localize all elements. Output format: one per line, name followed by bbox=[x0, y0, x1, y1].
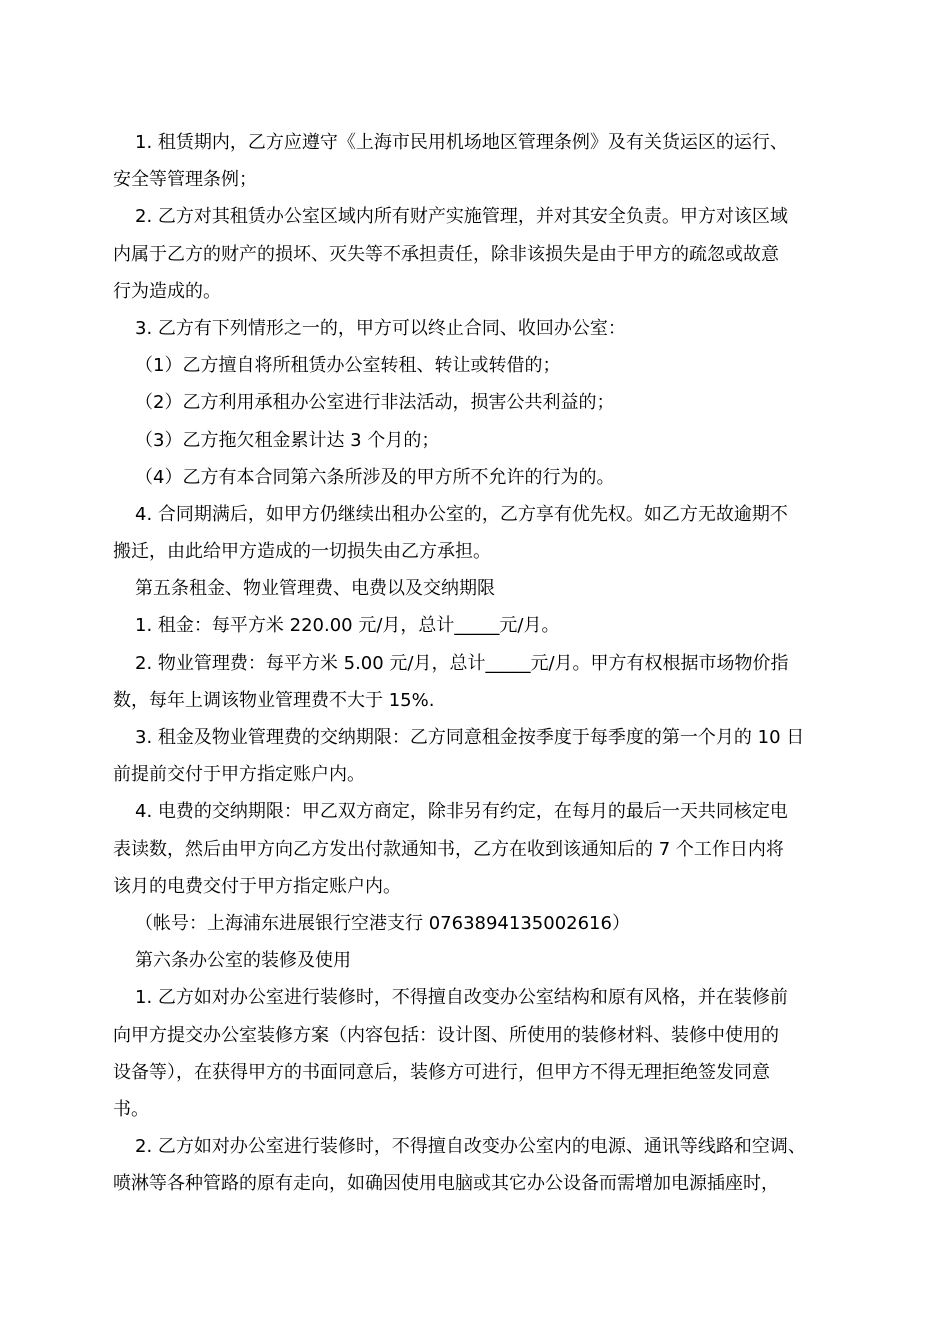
list-item: （2）乙方利用承租办公室进行非法活动，损害公共利益的； bbox=[135, 392, 615, 414]
paragraph-line: 内属于乙方的财产的损坏、灭失等不承担责任，除非该损失是由于甲方的疏忽或故意 bbox=[113, 243, 779, 265]
paragraph-line: 表读数，然后由甲方向乙方发出付款通知书，乙方在收到该通知后的 7 个工作日内将 bbox=[113, 838, 784, 860]
paragraph-line: 4. 合同期满后，如甲方仍继续出租办公室的，乙方享有优先权。如乙方无故逾期不 bbox=[135, 503, 788, 525]
section-heading: 第五条租金、物业管理费、电费以及交纳期限 bbox=[135, 578, 495, 600]
paragraph-line: 2. 物业管理费：每平方米 5.00 元/月，总计_____元/月。甲方有权根据市场物价指 bbox=[135, 652, 789, 674]
paragraph-line: 向甲方提交办公室装修方案（内容包括：设计图、所使用的装修材料、装修中使用的 bbox=[113, 1024, 779, 1046]
paragraph-line: 2. 乙方如对办公室进行装修时，不得擅自改变办公室内的电源、通讯等线路和空调、 bbox=[135, 1136, 806, 1158]
paragraph-line: 1. 租金：每平方米 220.00 元/月，总计_____元/月。 bbox=[135, 615, 560, 637]
list-item: （4）乙方有本合同第六条所涉及的甲方所不允许的行为的。 bbox=[135, 466, 615, 488]
paragraph-line: 前提前交付于甲方指定账户内。 bbox=[113, 764, 365, 786]
paragraph-line: 2. 乙方对其租赁办公室区域内所有财产实施管理，并对其安全负责。甲方对该区域 bbox=[135, 206, 788, 228]
paragraph-line: 该月的电费交付于甲方指定账户内。 bbox=[113, 875, 401, 897]
contract-text bbox=[113, 124, 838, 1202]
paragraph-line: 安全等管理条例； bbox=[113, 169, 257, 191]
paragraph-line: 设备等），在获得甲方的书面同意后，装修方可进行，但甲方不得无理拒绝签发同意 bbox=[113, 1061, 770, 1083]
paragraph-line: 数，每年上调该物业管理费不大于 15%. bbox=[113, 689, 435, 711]
paragraph-line: 1. 租赁期内，乙方应遵守《上海市民用机场地区管理条例》及有关货运区的运行、 bbox=[135, 132, 788, 153]
paragraph-line: 3. 乙方有下列情形之一的，甲方可以终止合同、收回办公室： bbox=[135, 317, 626, 339]
paragraph-line: 3. 租金及物业管理费的交纳期限：乙方同意租金按季度于每季度的第一个月的 10 日 bbox=[135, 727, 805, 748]
paragraph-line: 喷淋等各种管路的原有走向，如确因使用电脑或其它办公设备而需增加电源插座时， bbox=[113, 1173, 779, 1195]
section-heading: 第六条办公室的装修及使用 bbox=[135, 950, 351, 972]
paragraph-line: 4. 电费的交纳期限：甲乙双方商定，除非另有约定，在每月的最后一天共同核定电 bbox=[135, 801, 788, 823]
paragraph-line: 行为造成的。 bbox=[113, 280, 221, 302]
paragraph-line: 书。 bbox=[113, 1098, 149, 1120]
list-item: （3）乙方拖欠租金累计达 3 个月的； bbox=[135, 429, 440, 451]
paragraph-line: 搬迁，由此给甲方造成的一切损失由乙方承担。 bbox=[113, 541, 491, 563]
account-note: （帐号：上海浦东进展银行空港支行 0763894135002616） bbox=[135, 912, 630, 934]
paragraph-line: 1. 乙方如对办公室进行装修时，不得擅自改变办公室结构和原有风格，并在装修前 bbox=[135, 987, 788, 1009]
list-item: （1）乙方擅自将所租赁办公室转租、转让或转借的； bbox=[135, 355, 561, 377]
